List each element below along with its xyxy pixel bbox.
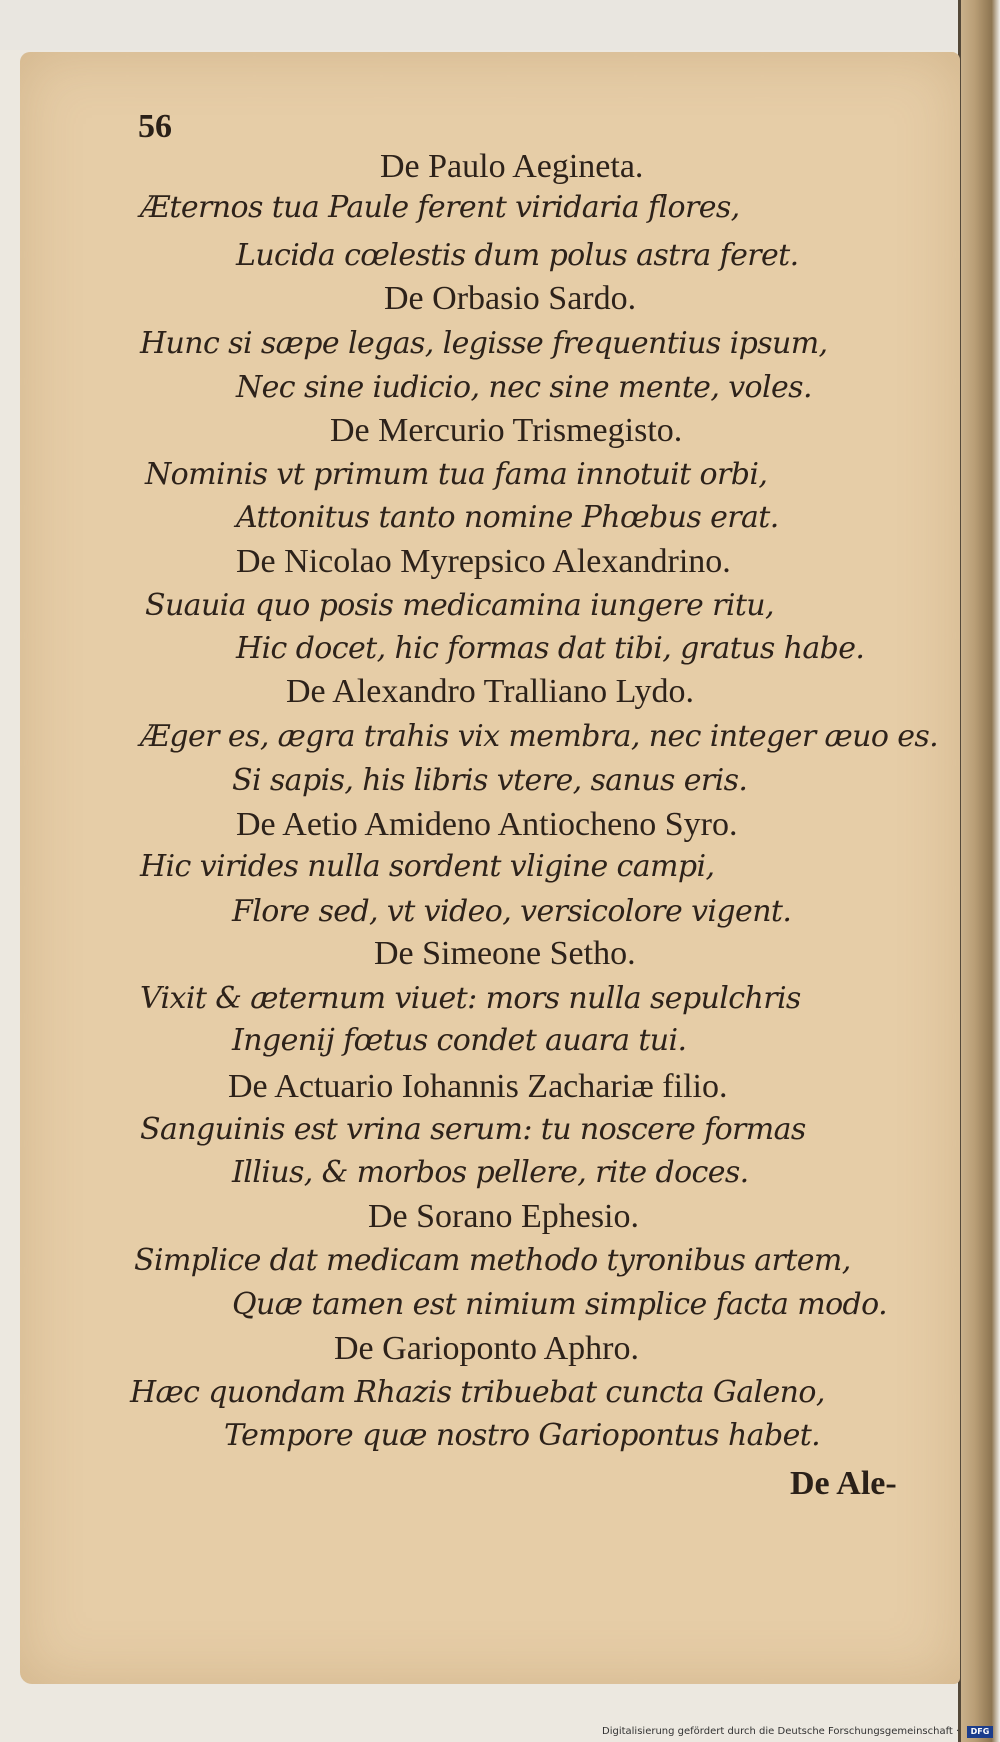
entry-heading: De Paulo Aegineta. [380, 148, 644, 185]
verse-line: Ingenij fœtus condet auara tui. [232, 1023, 687, 1058]
scan-background [0, 0, 1000, 50]
verse-line: Sanguinis est vrina serum: tu noscere formas [140, 1112, 806, 1147]
entry-heading: De Mercurio Trismegisto. [330, 412, 683, 449]
digitization-credit: Digitalisierung gefördert durch die Deutsche Forschungsgemeinschaft · [602, 1726, 960, 1737]
entry-heading: De Sorano Ephesio. [368, 1198, 640, 1235]
verse-line: Hæc quondam Rhazis tribuebat cuncta Galeno, [130, 1375, 825, 1410]
verse-line: Flore sed, vt video, versicolore vigent. [232, 894, 792, 929]
dfg-logo: DFG [967, 1726, 993, 1738]
entry-heading: De Gariopont​o Aphro. [334, 1330, 640, 1367]
verse-line: Æternos tua Paule ferent viridaria flores, [140, 190, 740, 225]
verse-line: Hic docet, hic formas dat tibi, gratus habe. [236, 631, 865, 666]
verse-line: Simplice dat medicam methodo tyronibus artem, [134, 1243, 851, 1278]
verse-line: Tempore quæ nostro Gariopontus habet. [224, 1418, 821, 1453]
entry-heading: De Alexandro Tralliano Lydo. [286, 673, 694, 710]
entry-heading: De Orbasio Sardo. [384, 280, 637, 317]
entry-heading: De Aetio Amideno Antiocheno Syro. [236, 806, 738, 843]
verse-line: Illius, & morbos pellere, rite doces. [232, 1155, 749, 1190]
page-number: 56 [138, 108, 172, 145]
verse-line: Attonitus tanto nomine Phœbus erat. [236, 500, 779, 535]
entry-heading: De Actuario Iohannis Zachariæ filio. [228, 1068, 728, 1105]
verse-line: Si sapis, his libris vtere, sanus eris. [232, 763, 748, 798]
verse-line: Suauia quo posis medicamina iungere ritu, [145, 588, 774, 623]
catchword: De Ale- [790, 1465, 897, 1502]
verse-line: Hunc si sæpe legas, legisse frequentius ipsum, [140, 326, 828, 361]
verse-line: Hic virides nulla sordent vligine campi, [140, 849, 715, 884]
entry-heading: De Simeone Setho. [374, 935, 636, 972]
verse-line: Quæ tamen est nimium simplice facta modo. [232, 1287, 888, 1322]
verse-line: Vixit & æternum viuet: mors nulla sepulchris [140, 981, 801, 1016]
entry-heading: De Nicolao Myrepsico Alexandrino. [236, 543, 731, 580]
book-edge [958, 0, 1000, 1742]
verse-line: Nec sine iudicio, nec sine mente, voles. [236, 370, 812, 405]
verse-line: Lucida cœlestis dum polus astra feret. [236, 238, 799, 273]
verse-line: Nominis vt primum tua fama innotuit orbi, [145, 457, 768, 492]
verse-line: Æger es, ægra trahis vix membra, nec integer æuo es. [140, 719, 939, 754]
